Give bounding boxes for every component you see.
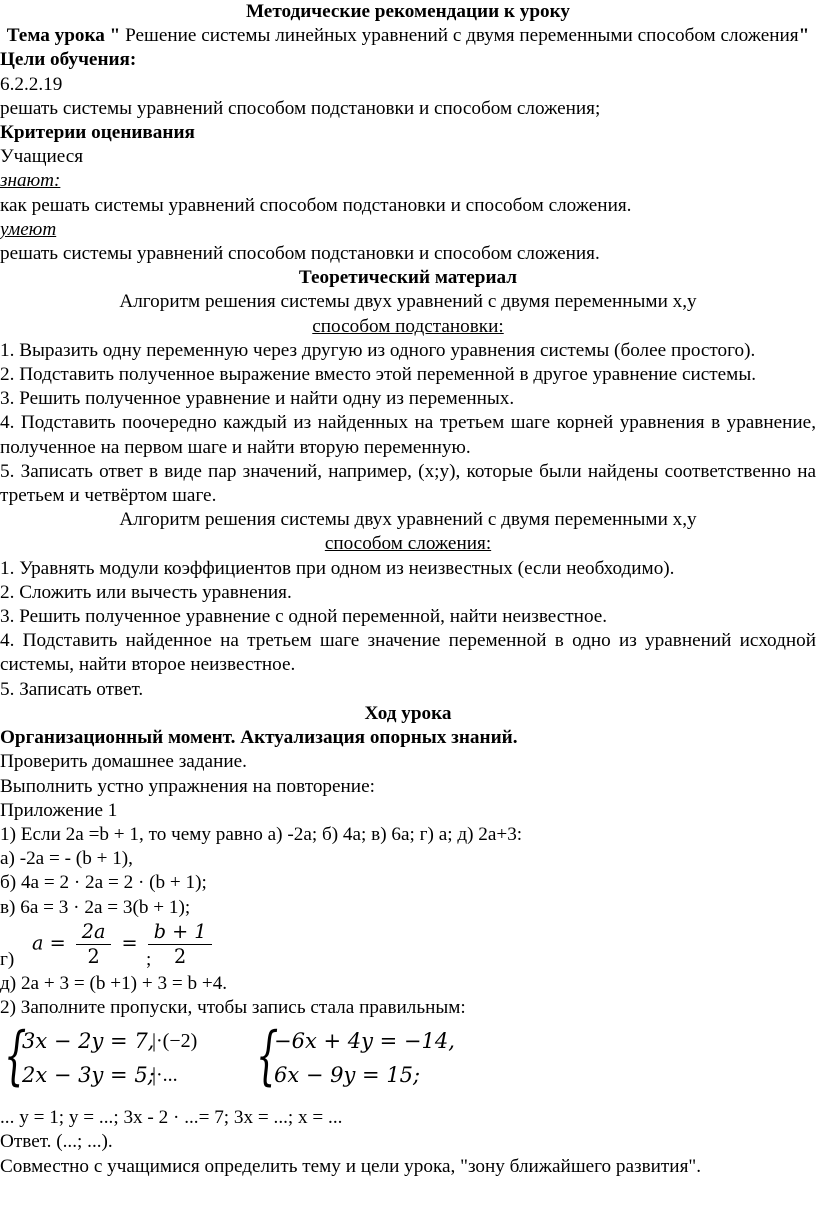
algo1-step: 2. Подставить полученное выражение вместо этой переменной в другое уравнение системы. bbox=[0, 364, 757, 386]
final-line: Совместно с учащимися определить тему и цели урока, "зону ближайшего развития". bbox=[0, 1155, 702, 1177]
algo2-step: 1. Уравнять модули коэффициентов при одном из неизвестных (если необходимо). bbox=[0, 557, 675, 579]
algo1-method: способом подстановки: bbox=[312, 315, 504, 337]
algo1-title: Алгоритм решения системы двух уравнений с двумя переменными x,y bbox=[119, 291, 697, 313]
brace-icon: { bbox=[256, 1019, 279, 1094]
algo2-method: способом сложения: bbox=[324, 533, 492, 555]
criteria-heading: Критерии оценивания bbox=[0, 122, 195, 144]
algo1-step: 1. Выразить одну переменную через другую из одного уравнения системы (более простого). bbox=[0, 339, 756, 361]
system-2-eq: −6x + 4y = −14, bbox=[274, 1029, 455, 1054]
appendix-label: Приложение 1 bbox=[0, 799, 118, 821]
algo2-step: 5. Записать ответ. bbox=[0, 678, 144, 700]
goals-text: решать системы уравнений способом подстановки и способом сложения; bbox=[0, 97, 601, 119]
lesson-topic bbox=[0, 24, 816, 48]
answer-v: в) 6a = 3 · 2a = 3(b + 1); bbox=[0, 896, 191, 918]
topic-close-quote: " bbox=[798, 25, 810, 47]
formula-eq: = bbox=[121, 931, 138, 955]
answer-g-end: ; bbox=[146, 948, 152, 970]
theory-heading: Теоретический материал bbox=[298, 267, 518, 289]
answer-d: д) 2a + 3 = (b +1) + 3 = b +4. bbox=[0, 972, 228, 994]
criteria-know-text: как решать системы уравнений способом подстановки и способом сложения. bbox=[0, 194, 632, 216]
criteria-can-text: решать системы уравнений способом подстановки и способом сложения. bbox=[0, 243, 600, 265]
fraction-2-numerator: b + 1 bbox=[148, 920, 213, 945]
multiplier: |·... bbox=[152, 1064, 178, 1087]
algo1-step: 3. Решить полученное уравнение и найти одну из переменных. bbox=[0, 388, 515, 410]
goals-code: 6.2.2.19 bbox=[0, 73, 63, 95]
fraction-formula bbox=[32, 920, 216, 969]
fraction-1 bbox=[76, 920, 112, 969]
answer-g-label: г) bbox=[0, 948, 15, 970]
equation-systems bbox=[0, 1020, 816, 1106]
fill-line: ... y = 1; y = ...; 3x - 2 · ...= 7; 3x = ...; x = ... bbox=[0, 1107, 343, 1129]
answer-a: а) -2a = - (b + 1), bbox=[0, 848, 133, 870]
criteria-can-label: умеют bbox=[0, 218, 57, 240]
system-2-eq: 6x − 9y = 15; bbox=[274, 1063, 421, 1088]
system-1-eq: 2x − 3y = 5; bbox=[22, 1063, 155, 1088]
topic-text: Решение системы линейных уравнений с двумя переменными способом сложения bbox=[120, 25, 799, 47]
formula-eq: = bbox=[49, 931, 66, 955]
question-1: 1) Если 2a =b + 1, то чему равно а) -2a; б) 4a; в) 6a; г) a; д) 2a+3: bbox=[0, 823, 523, 845]
goals-heading: Цели обучения: bbox=[0, 49, 137, 71]
lesson-line: Проверить домашнее задание. bbox=[0, 751, 247, 773]
answer-g bbox=[0, 920, 816, 972]
fraction-1-denominator: 2 bbox=[87, 944, 100, 968]
criteria-know-label: знают: bbox=[0, 170, 61, 192]
algo2-step: 3. Решить полученное уравнение с одной переменной, найти неизвестное. bbox=[0, 606, 608, 628]
criteria-students: Учащиеся bbox=[0, 146, 84, 168]
algo2-step: 2. Сложить или вычесть уравнения. bbox=[0, 581, 292, 603]
answer-line: Ответ. (...; ...). bbox=[0, 1131, 113, 1153]
brace-icon: { bbox=[4, 1019, 27, 1094]
fraction-2 bbox=[148, 920, 213, 969]
lesson-line: Выполнить устно упражнения на повторение: bbox=[0, 775, 375, 797]
fraction-2-denominator: 2 bbox=[173, 944, 187, 968]
system-1-eq: 3x − 2y = 7, bbox=[22, 1029, 155, 1054]
question-2: 2) Заполните пропуски, чтобы запись стала правильным: bbox=[0, 996, 466, 1018]
multiplier: |·(−2) bbox=[152, 1030, 198, 1053]
fraction-1-numerator: 2a bbox=[76, 920, 112, 945]
document-title: Методические рекомендации к уроку bbox=[245, 1, 571, 22]
answer-b: б) 4a = 2 · 2a = 2 · (b + 1); bbox=[0, 872, 207, 894]
algo1-step: 5. Записать ответ в виде пар значений, например, (x;y), которые были найдены соответственно на третьем и четвёртом шаге. bbox=[0, 460, 816, 507]
topic-label: Тема урока " bbox=[6, 25, 121, 47]
algo2-title: Алгоритм решения системы двух уравнений с двумя переменными x,y bbox=[119, 509, 697, 531]
formula-lhs: a bbox=[32, 931, 44, 955]
algo1-step: 4. Подставить поочередно каждый из найденных на третьем шаге корней уравнения в уравнение, полученное на первом шаге и найти вторую переменную. bbox=[0, 412, 816, 458]
org-heading: Организационный момент. Актуализация опорных знаний. bbox=[0, 727, 518, 749]
algo2-step: 4. Подставить найденное на третьем шаге значение переменной в одно из уравнений исходной системы, найти второе неизвестное. bbox=[0, 630, 816, 676]
lesson-heading: Ход урока bbox=[364, 702, 452, 724]
